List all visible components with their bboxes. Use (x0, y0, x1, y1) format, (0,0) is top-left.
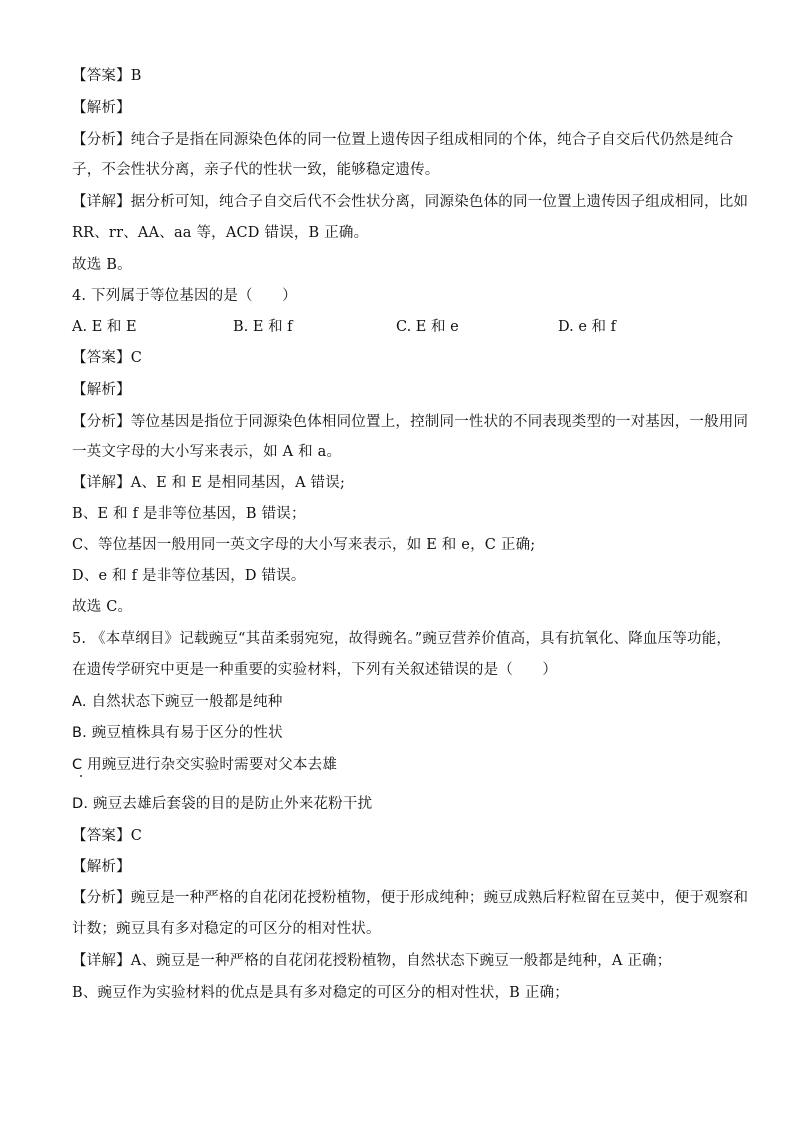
q4-option-a: A. E 和 E (72, 319, 137, 335)
q5-option-c: C 用豌豆进行杂交实验时需要对父本去雄 (72, 757, 338, 773)
analysis-text-q3-line2: 子，不会性状分离，亲子代的性状一致，能够稳定遗传。 (72, 162, 440, 178)
analysis-text-q5-line2: 计数；豌豆具有多对稳定的可区分的相对性状。 (72, 921, 381, 937)
q4-option-c: C. E 和 e (396, 319, 459, 335)
analysis-heading-q4: 【解析】 (72, 382, 131, 398)
detail-text-q5-line2: B、豌豆作为实验材料的优点是具有多对稳定的可区分的相对性状，B 正确； (72, 985, 569, 1001)
analysis-text-q5-line1: 【分析】豌豆是一种严格的自花闭花授粉植物，便于形成纯种；豌豆成熟后籽粒留在豆荚中，便于观察和 (72, 890, 749, 906)
answer-label-q5: 【答案】C (72, 828, 143, 844)
conclusion-q4: 故选 C。 (72, 599, 133, 615)
q5-option-a: A. 自然状态下豌豆一般都是纯种 (72, 694, 283, 710)
detail-text-q3-line2: RR、rr、AA、aa 等，ACD 错误，B 正确。 (72, 225, 369, 241)
detail-text-q5-line1: 【详解】A、豌豆是一种严格的自花闭花授粉植物，自然状态下豌豆一般都是纯种，A 正确； (72, 953, 672, 969)
q5-option-d: D. 豌豆去雄后套袋的目的是防止外来花粉干扰 (72, 796, 373, 812)
analysis-text-q4-line2: 一英文字母的大小写来表示，如 A 和 a。 (72, 444, 342, 460)
detail-text-q4-line3: C、等位基因一般用同一英文字母的大小写来表示，如 E 和 e，C 正确; (72, 537, 536, 553)
detail-text-q3-line1: 【详解】据分析可知，纯合子自交后代不会性状分离，同源染色体的同一位置上遗传因子组成相同，比如 (72, 194, 749, 210)
answer-label-q4: 【答案】C (72, 350, 143, 366)
detail-text-q4-line1: 【详解】A、E 和 E 是相同基因，A 错误; (72, 475, 346, 491)
question-5-stem-line2: 在遗传学研究中更是一种重要的实验材料，下列有关叙述错误的是（ ） (72, 662, 558, 678)
detail-text-q4-line4: D、e 和 f 是非等位基因，D 错误。 (72, 568, 306, 584)
q4-option-b: B. E 和 f (233, 319, 293, 335)
question-5-stem-line1: 5. 《本草纲目》记载豌豆“其苗柔弱宛宛，故得豌名。”豌豆营养价值高，具有抗氧化、降血压等功能， (72, 631, 732, 647)
analysis-text-q4-line1: 【分析】等位基因是指位于同源染色体相同位置上，控制同一性状的不同表现类型的一对基因，一般用同 (72, 414, 749, 430)
analysis-text-q3-line1: 【分析】纯合子是指在同源染色体的同一位置上遗传因子组成相同的个体，纯合子自交后代仍然是纯合 (72, 132, 734, 148)
analysis-heading-q3: 【解析】 (72, 100, 131, 116)
q4-option-d: D. e 和 f (558, 319, 616, 335)
answer-label-q3: 【答案】B (72, 68, 142, 84)
analysis-heading-q5: 【解析】 (72, 859, 131, 875)
detail-text-q4-line2: B、E 和 f 是非等位基因，B 错误； (72, 506, 306, 522)
stray-dot-mark (80, 775, 82, 777)
conclusion-q3: 故选 B。 (72, 257, 132, 273)
question-4-stem: 4. 下列属于等位基因的是（ ） (72, 288, 297, 304)
q5-option-b: B. 豌豆植株具有易于区分的性状 (72, 725, 283, 741)
